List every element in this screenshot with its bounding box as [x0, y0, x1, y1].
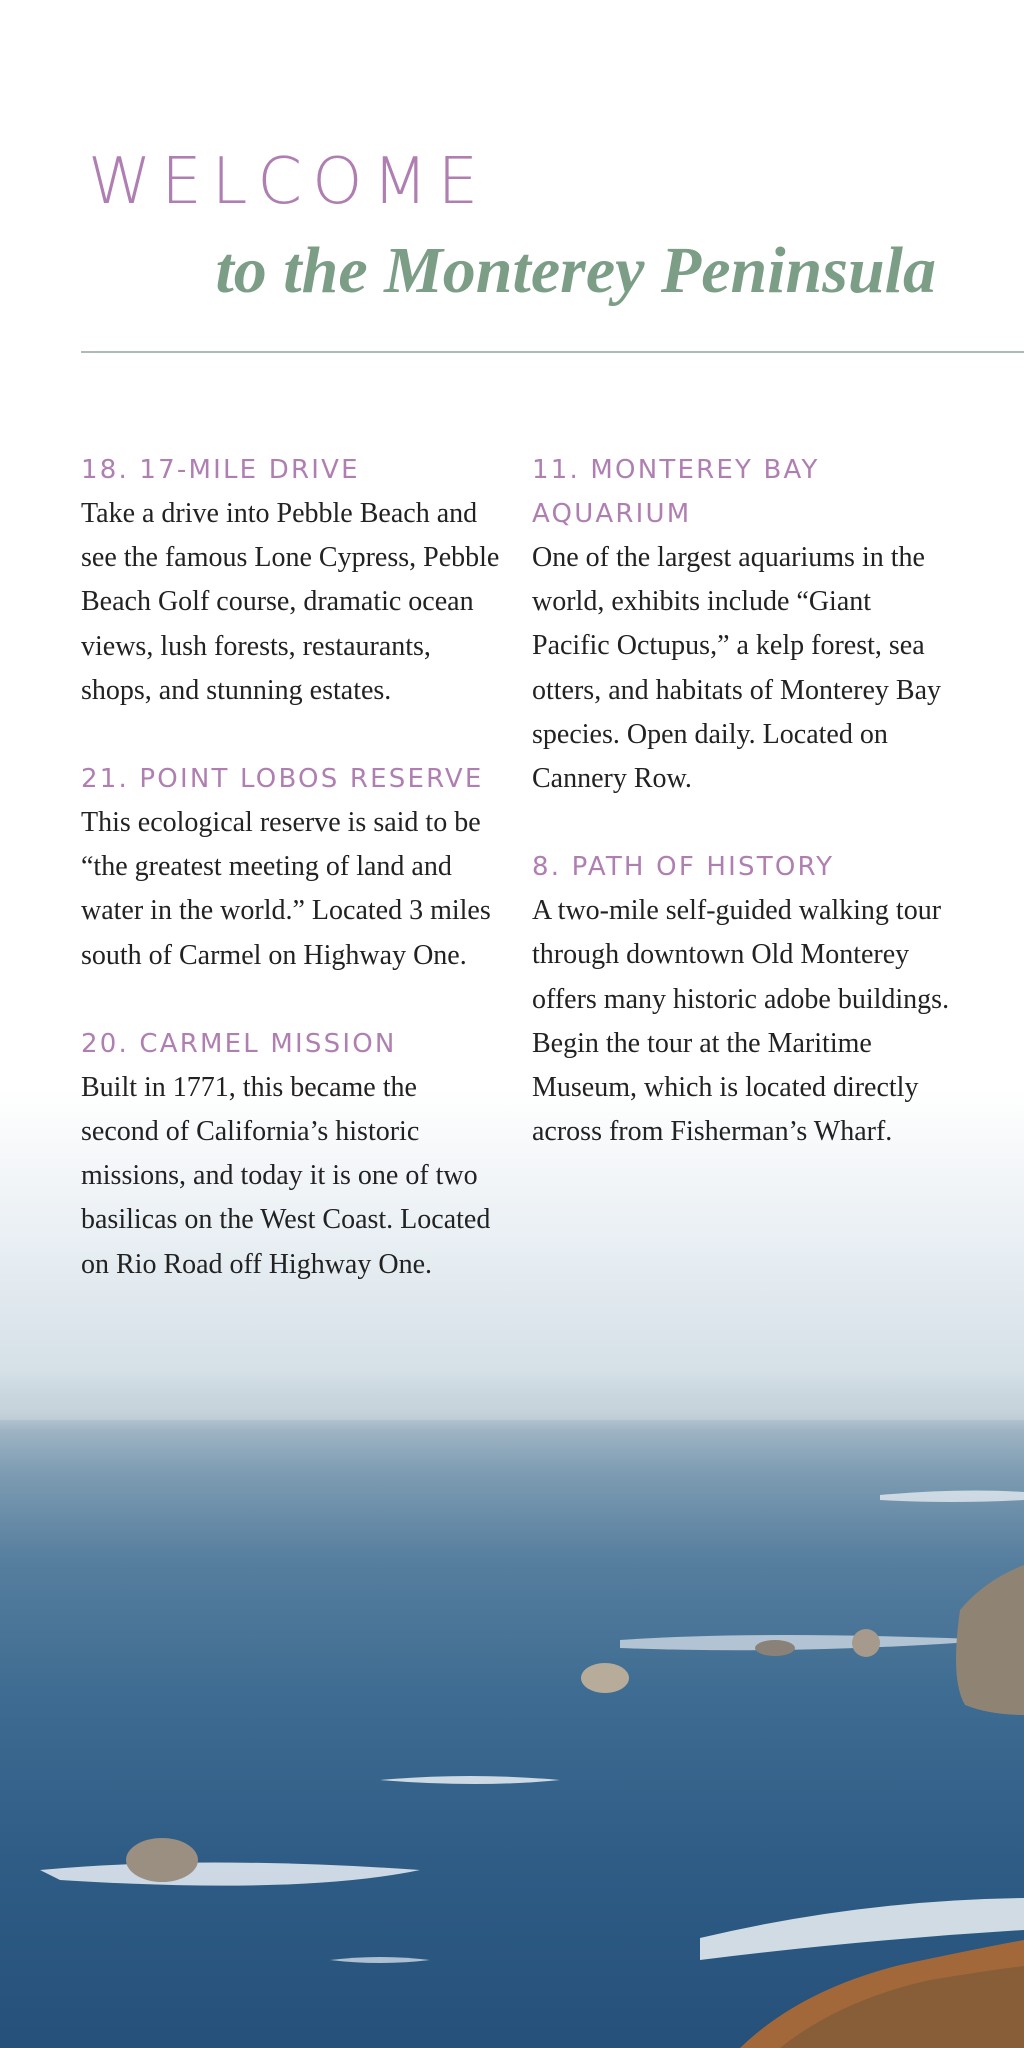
attraction-heading: 18. 17-MILE DRIVE [81, 455, 360, 485]
surf-streak [880, 1491, 1024, 1502]
attraction-item [81, 448, 501, 713]
sea-rock [581, 1663, 629, 1693]
attraction-item [532, 845, 952, 1154]
attractions-right-column [532, 448, 952, 1198]
surf-streak [330, 1957, 430, 1963]
page-subtitle: to the Monterey Peninsula [215, 234, 936, 307]
coastal-headland [956, 1565, 1024, 1715]
sea-rock [852, 1629, 880, 1657]
attraction-description: This ecological reserve is said to be “the greatest meeting of land and water in the world.” Located 3 miles south of Carmel on Highway One. [81, 807, 491, 971]
sea-rock [126, 1838, 198, 1882]
attraction-item [81, 1022, 501, 1287]
surf-streak [40, 1863, 420, 1886]
attraction-heading: 20. CARMEL MISSION [81, 1028, 397, 1059]
sea-rock [755, 1640, 795, 1656]
attraction-description: A two-mile self-guided walking tour through downtown Old Monterey offers many historic adobe buildings. Begin the tour at the Maritime Museum, which is located directly across from Fisherman’s Wharf. [532, 895, 950, 1148]
attraction-description: Built in 1771, this became the second of California’s historic missions, and today it is one of two basilicas on the West Coast. Located on Rio Road off Highway One. [81, 1071, 491, 1280]
divider [81, 351, 1024, 353]
attraction-heading: 21. POINT LOBOS RESERVE [81, 764, 484, 795]
page-title: WELCOME [88, 145, 489, 219]
surf-streak [620, 1635, 1000, 1650]
attraction-heading: 8. PATH OF HISTORY [532, 852, 835, 883]
attraction-description: Take a drive into Pebble Beach and see the famous Lone Cypress, Pebble Beach Golf course, dramatic ocean views, lush forests, restaurants, shops, and stunning estates. [81, 498, 500, 706]
attraction-item [532, 448, 952, 801]
surf-streak [380, 1776, 560, 1784]
attraction-description: One of the largest aquariums in the world, exhibits include “Giant Pacific Octupus,” a kelp forest, sea otters, and habitats of Monterey Bay species. Open daily. Located on Cannery Row. [532, 542, 942, 795]
attraction-item [81, 757, 501, 978]
horizon-haze [0, 1400, 1024, 1420]
attractions-left-column [81, 448, 501, 1331]
attraction-heading: 11. MONTEREY BAY AQUARIUM [532, 455, 820, 529]
ocean-coastline-photo [0, 1400, 1024, 2048]
